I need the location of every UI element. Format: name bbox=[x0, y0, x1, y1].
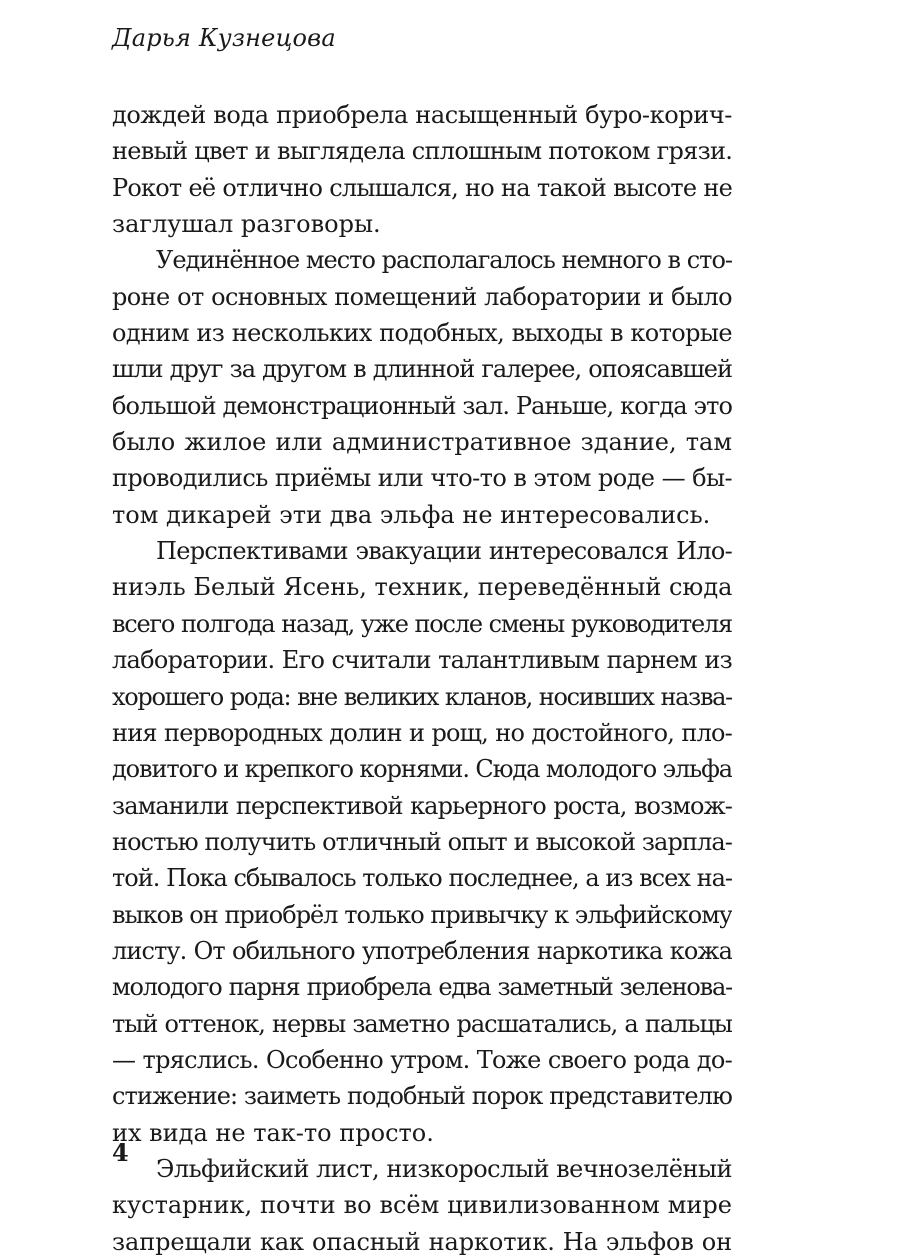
text-line: Эльфийский лист, низкорослый вечнозелёный bbox=[156, 1154, 732, 1183]
text-line: ниэль Белый Ясень, техник, переведённый сюда bbox=[112, 573, 732, 602]
text-line: довитого и крепкого корнями. Сюда молодого эльфа bbox=[112, 755, 732, 784]
text-line: выков он приобрёл только привычку к эльфийскому bbox=[112, 900, 732, 929]
text-line: большой демонстрационный зал. Раньше, когда это bbox=[112, 391, 732, 420]
page-number: 4 bbox=[112, 1138, 129, 1167]
text-line: молодого парня приобрела едва заметный зеленова- bbox=[112, 973, 732, 1002]
text-line: их вида не так-то просто. bbox=[112, 1118, 434, 1147]
text-line: тый оттенок, нервы заметно расшатались, а пальцы bbox=[112, 1009, 732, 1038]
text-line: кустарник, почти во всём цивилизованном мире bbox=[112, 1191, 732, 1220]
text-line: заманили перспективой карьерного роста, возмож- bbox=[112, 791, 732, 820]
text-line: заглушал разговоры. bbox=[112, 210, 381, 239]
text-line: хорошего рода: вне великих кланов, носивших назва- bbox=[112, 682, 732, 711]
body-text bbox=[112, 97, 732, 1260]
text-line: Перспективами эвакуации интересовался Ило- bbox=[156, 537, 732, 566]
text-line: той. Пока сбывалось только последнее, а из всех на- bbox=[112, 864, 732, 893]
text-line: было жилое или административное здание, там bbox=[112, 428, 732, 457]
text-line: лаборатории. Его считали талантливым парнем из bbox=[112, 646, 732, 675]
text-line: том дикарей эти два эльфа не интересовались. bbox=[112, 500, 711, 529]
text-line: Рокот её отлично слышался, но на такой высоте не bbox=[112, 173, 732, 202]
text-line: дождей вода приобрела насыщенный буро-корич- bbox=[112, 101, 732, 129]
text-line: шли друг за другом в длинной галерее, опоясавшей bbox=[112, 355, 732, 384]
text-line: — тряслись. Особенно утром. Тоже своего рода до- bbox=[112, 1045, 732, 1074]
text-line: всего полгода назад, уже после смены руководителя bbox=[112, 609, 732, 638]
running-head-author: Дарья Кузнецова bbox=[112, 24, 336, 52]
text-line: роне от основных помещений лаборатории и было bbox=[112, 282, 732, 311]
text-line: листу. От обильного употребления наркотика кожа bbox=[112, 936, 732, 965]
text-line: стижение: заиметь подобный порок представителю bbox=[112, 1082, 732, 1111]
text-line: запрещали как опасный наркотик. На эльфов он bbox=[112, 1227, 732, 1256]
text-line: ностью получить отличный опыт и высокой зарпла- bbox=[112, 827, 732, 856]
text-line: проводились приёмы или что-то в этом роде — бы- bbox=[112, 464, 732, 493]
text-line: Уединённое место располагалось немного в сто- bbox=[156, 246, 732, 275]
text-line: ния первородных долин и рощ, но достойного, пло- bbox=[112, 718, 732, 747]
text-line: одним из нескольких подобных, выходы в которые bbox=[112, 319, 732, 348]
text-line: невый цвет и выглядела сплошным потоком грязи. bbox=[112, 137, 732, 166]
